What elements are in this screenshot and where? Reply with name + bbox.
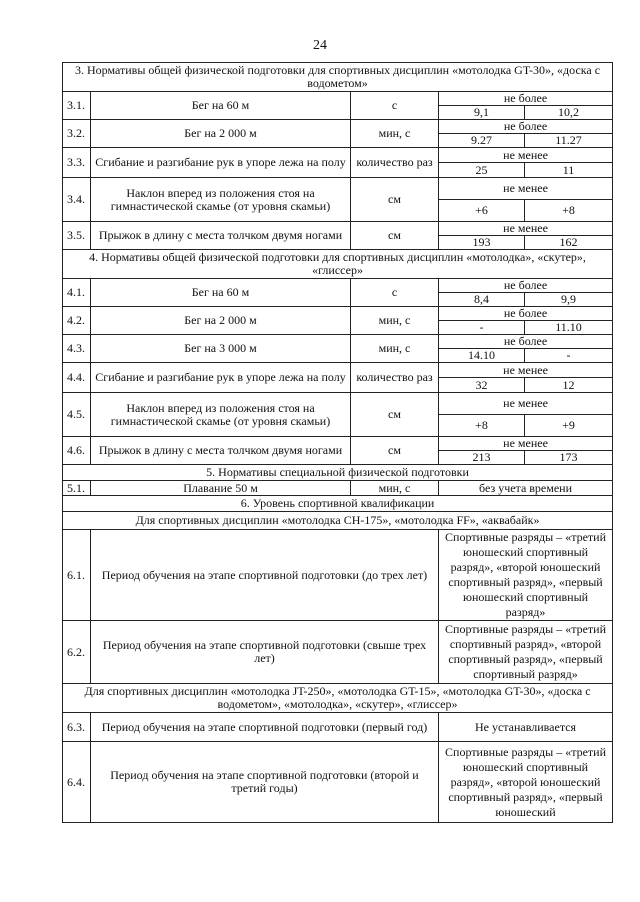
qualification-cell: Не устанавливается [439, 713, 613, 742]
unit-cell: с [351, 92, 439, 120]
value-boys: 14.10 [439, 349, 525, 363]
group-title: Для спортивных дисциплин «мотолодка СН-175», «мотолодка FF», «аквабайк» [63, 512, 613, 530]
condition-cell: не менее [439, 393, 613, 415]
row-number: 6.4. [63, 742, 91, 823]
exercise-name: Прыжок в длину с места толчком двумя ногами [91, 437, 351, 465]
table-row [63, 530, 613, 621]
exercise-name: Прыжок в длину с места толчком двумя ногами [91, 222, 351, 250]
section-title: 5. Нормативы специальной физической подготовки [63, 465, 613, 481]
exercise-name: Плавание 50 м [91, 481, 351, 496]
exercise-name: Бег на 60 м [91, 92, 351, 120]
value-girls: 10,2 [525, 106, 613, 120]
table-row [63, 621, 613, 684]
table-row [63, 713, 613, 742]
value-girls: - [525, 349, 613, 363]
value-boys: 32 [439, 378, 525, 393]
table-row [63, 279, 613, 293]
qualification-cell: Спортивные разряды – «третий спортивный разряд», «второй спортивный разряд», «первый спортивный разряд» [439, 621, 613, 684]
period-name: Период обучения на этапе спортивной подготовки (свыше трех лет) [91, 621, 439, 684]
section-title: 3. Нормативы общей физической подготовки для спортивных дисциплин «мотолодка GT-30», «доска с водометом» [63, 63, 613, 92]
period-name: Период обучения на этапе спортивной подготовки (первый год) [91, 713, 439, 742]
row-number: 6.3. [63, 713, 91, 742]
value-boys: +6 [439, 200, 525, 222]
unit-cell: см [351, 437, 439, 465]
unit-cell: см [351, 222, 439, 250]
table-row [63, 178, 613, 200]
table-row [63, 148, 613, 163]
section-title-row [63, 496, 613, 512]
unit-cell: с [351, 279, 439, 307]
condition-cell: не более [439, 92, 613, 106]
qualification-cell: Спортивные разряды – «третий юношеский спортивный разряд», «второй юношеский спортивный разряд», «первый юношеский [439, 742, 613, 823]
section-title-row [63, 465, 613, 481]
unit-cell: количество раз [351, 363, 439, 393]
value-girls: +8 [525, 200, 613, 222]
table-row [63, 307, 613, 321]
condition-cell: не менее [439, 148, 613, 163]
row-number: 4.4. [63, 363, 91, 393]
table-row [63, 92, 613, 106]
table-row [63, 742, 613, 823]
row-number: 4.6. [63, 437, 91, 465]
row-number: 3.2. [63, 120, 91, 148]
row-number: 4.2. [63, 307, 91, 335]
value-girls: +9 [525, 415, 613, 437]
condition-cell: не менее [439, 437, 613, 451]
condition-cell: не менее [439, 178, 613, 200]
row-number: 6.2. [63, 621, 91, 684]
page-number: 24 [313, 38, 327, 53]
row-number: 5.1. [63, 481, 91, 496]
condition-cell: не менее [439, 363, 613, 378]
row-number: 3.4. [63, 178, 91, 222]
value-girls: 162 [525, 236, 613, 250]
section-title: 4. Нормативы общей физической подготовки для спортивных дисциплин «мотолодка», «скутер», «глиссер» [63, 250, 613, 279]
value-girls: 173 [525, 451, 613, 465]
exercise-name: Наклон вперед из положения стоя на гимнастической скамье (от уровня скамьи) [91, 393, 351, 437]
row-number: 4.3. [63, 335, 91, 363]
table-row [63, 437, 613, 451]
value-boys: 193 [439, 236, 525, 250]
condition-cell: не более [439, 307, 613, 321]
row-number: 3.3. [63, 148, 91, 178]
exercise-name: Бег на 2 000 м [91, 307, 351, 335]
value-girls: 11 [525, 163, 613, 178]
condition-cell: не более [439, 335, 613, 349]
value-boys: 9.27 [439, 134, 525, 148]
unit-cell: мин, с [351, 481, 439, 496]
value-girls: 11.10 [525, 321, 613, 335]
condition-cell: не менее [439, 222, 613, 236]
table-row [63, 335, 613, 349]
value-girls: 12 [525, 378, 613, 393]
value-boys: - [439, 321, 525, 335]
unit-cell: см [351, 393, 439, 437]
value-boys: 25 [439, 163, 525, 178]
unit-cell: количество раз [351, 148, 439, 178]
value-cell: без учета времени [439, 481, 613, 496]
unit-cell: см [351, 178, 439, 222]
value-girls: 11.27 [525, 134, 613, 148]
value-boys: 9,1 [439, 106, 525, 120]
group-title: Для спортивных дисциплин «мотолодка JT-250», «мотолодка GT-15», «мотолодка GT-30», «доска с водометом», «мотолодка», «скутер», «глиссер» [63, 684, 613, 713]
value-boys: 213 [439, 451, 525, 465]
row-number: 3.5. [63, 222, 91, 250]
value-boys: 8,4 [439, 293, 525, 307]
unit-cell: мин, с [351, 335, 439, 363]
exercise-name: Сгибание и разгибание рук в упоре лежа на полу [91, 148, 351, 178]
condition-cell: не более [439, 279, 613, 293]
section-title-row [63, 512, 613, 530]
row-number: 4.1. [63, 279, 91, 307]
value-girls: 9,9 [525, 293, 613, 307]
qualification-cell: Спортивные разряды – «третий юношеский спортивный разряд», «второй юношеский спортивный разряд», «первый юношеский спортивный разряд» [439, 530, 613, 621]
unit-cell: мин, с [351, 307, 439, 335]
exercise-name: Сгибание и разгибание рук в упоре лежа на полу [91, 363, 351, 393]
section-title: 6. Уровень спортивной квалификации [63, 496, 613, 512]
condition-cell: не более [439, 120, 613, 134]
table-row [63, 222, 613, 236]
row-number: 4.5. [63, 393, 91, 437]
table-row [63, 120, 613, 134]
section-title-row [63, 250, 613, 279]
exercise-name: Бег на 60 м [91, 279, 351, 307]
table-row [63, 393, 613, 415]
table-row [63, 481, 613, 496]
period-name: Период обучения на этапе спортивной подготовки (до трех лет) [91, 530, 439, 621]
row-number: 3.1. [63, 92, 91, 120]
unit-cell: мин, с [351, 120, 439, 148]
section-title-row [63, 684, 613, 713]
table-row [63, 363, 613, 378]
standards-table [62, 62, 613, 823]
period-name: Период обучения на этапе спортивной подготовки (второй и третий годы) [91, 742, 439, 823]
value-boys: +8 [439, 415, 525, 437]
exercise-name: Бег на 3 000 м [91, 335, 351, 363]
section-title-row [63, 63, 613, 92]
exercise-name: Бег на 2 000 м [91, 120, 351, 148]
row-number: 6.1. [63, 530, 91, 621]
exercise-name: Наклон вперед из положения стоя на гимнастической скамье (от уровня скамьи) [91, 178, 351, 222]
